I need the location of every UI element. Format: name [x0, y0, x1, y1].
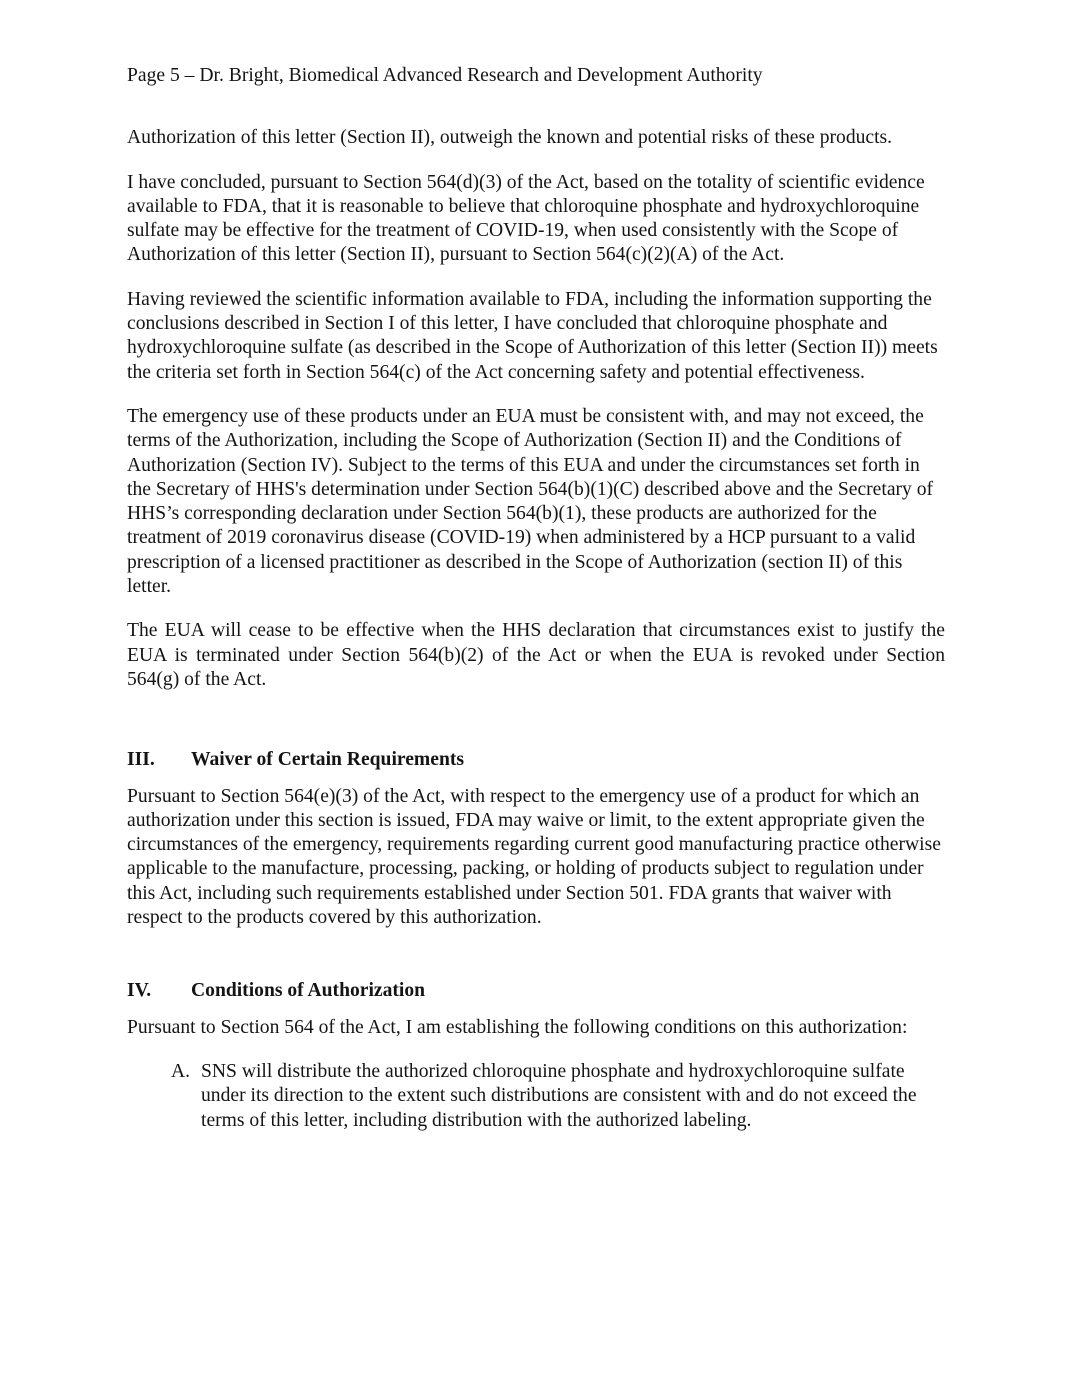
section-title: Waiver of Certain Requirements	[191, 749, 465, 771]
section-heading-waiver	[127, 748, 945, 772]
section-number: IV.	[127, 980, 152, 1002]
conditions-list	[127, 1060, 945, 1133]
paragraph-waiver-body: Pursuant to Section 564(e)(3) of the Act, with respect to the emergency use of a product for which an authorization under this section is issued, FDA may waive or limit, to the extent appropriate given the circumstances of the emergency, requirements regarding current good manufacturing practice otherwise applicable to the manufacture, processing, packing, or holding of products subject to regulation under this Act, including such requirements established under Section 501. FDA grants that waiver with respect to the products covered by this authorization.	[127, 785, 941, 929]
paragraph-effectiveness-conclusion: I have concluded, pursuant to Section 564(d)(3) of the Act, based on the totality of scientific evidence available to FDA, that it is reasonable to believe that chloroquine phosphate and hydroxychloroquine sulfate may be effective for the treatment of COVID-19, when used consistently with the Scope of Authorization of this letter (Section II), pursuant to Section 564(c)(2)(A) of the Act.	[127, 171, 925, 266]
section-heading-conditions	[127, 979, 945, 1003]
paragraph-criteria-conclusion: Having reviewed the scientific information available to FDA, including the information supporting the conclusions described in Section I of this letter, I have concluded that chloroquine phosphate and hydroxychloroquine sulfate (as described in the Scope of Authorization of this letter (Section II)) meets the criteria set forth in Section 564(c) of the Act concerning safety and potential effectiveness.	[127, 288, 938, 383]
paragraph-conditions-intro: Pursuant to Section 564 of the Act, I am establishing the following conditions on this authorization:	[127, 1016, 908, 1038]
condition-letter: A.	[171, 1060, 191, 1082]
paragraph-emergency-use-terms: The emergency use of these products under an EUA must be consistent with, and may not exceed, the terms of the Authorization, including the Scope of Authorization (Section II) and the Conditions of Authorization (Section IV). Subject to the terms of this EUA and under the circumstances set forth in the Secretary of HHS's determination under Section 564(b)(1)(C) described above and the Secretary of HHS’s corresponding declaration under Section 564(b)(1), these products are authorized for the treatment of 2019 coronavirus disease (COVID-19) when administered by a HCP pursuant to a valid prescription of a licensed practitioner as described in the Scope of Authorization (section II) of this letter.	[127, 405, 934, 598]
page-header: Page 5 – Dr. Bright, Biomedical Advanced Research and Development Authority	[127, 65, 763, 86]
document-page	[127, 64, 945, 1133]
paragraph-eua-termination: The EUA will cease to be effective when the HHS declaration that circumstances exist to justify the EUA is terminated under Section 564(b)(2) of the Act or when the EUA is revoked under Section 564(g) of the Act.	[127, 620, 945, 690]
section-title: Conditions of Authorization	[191, 980, 426, 1002]
section-number: III.	[127, 749, 155, 771]
condition-text: SNS will distribute the authorized chloroquine phosphate and hydroxychloroquine sulfate under its direction to the extent such distributions are consistent with and do not exceed the terms of this letter, including distribution with the authorized labeling.	[201, 1060, 917, 1131]
condition-item	[127, 1060, 945, 1133]
paragraph-authorization-risks: Authorization of this letter (Section II), outweigh the known and potential risks of these products.	[127, 127, 893, 149]
